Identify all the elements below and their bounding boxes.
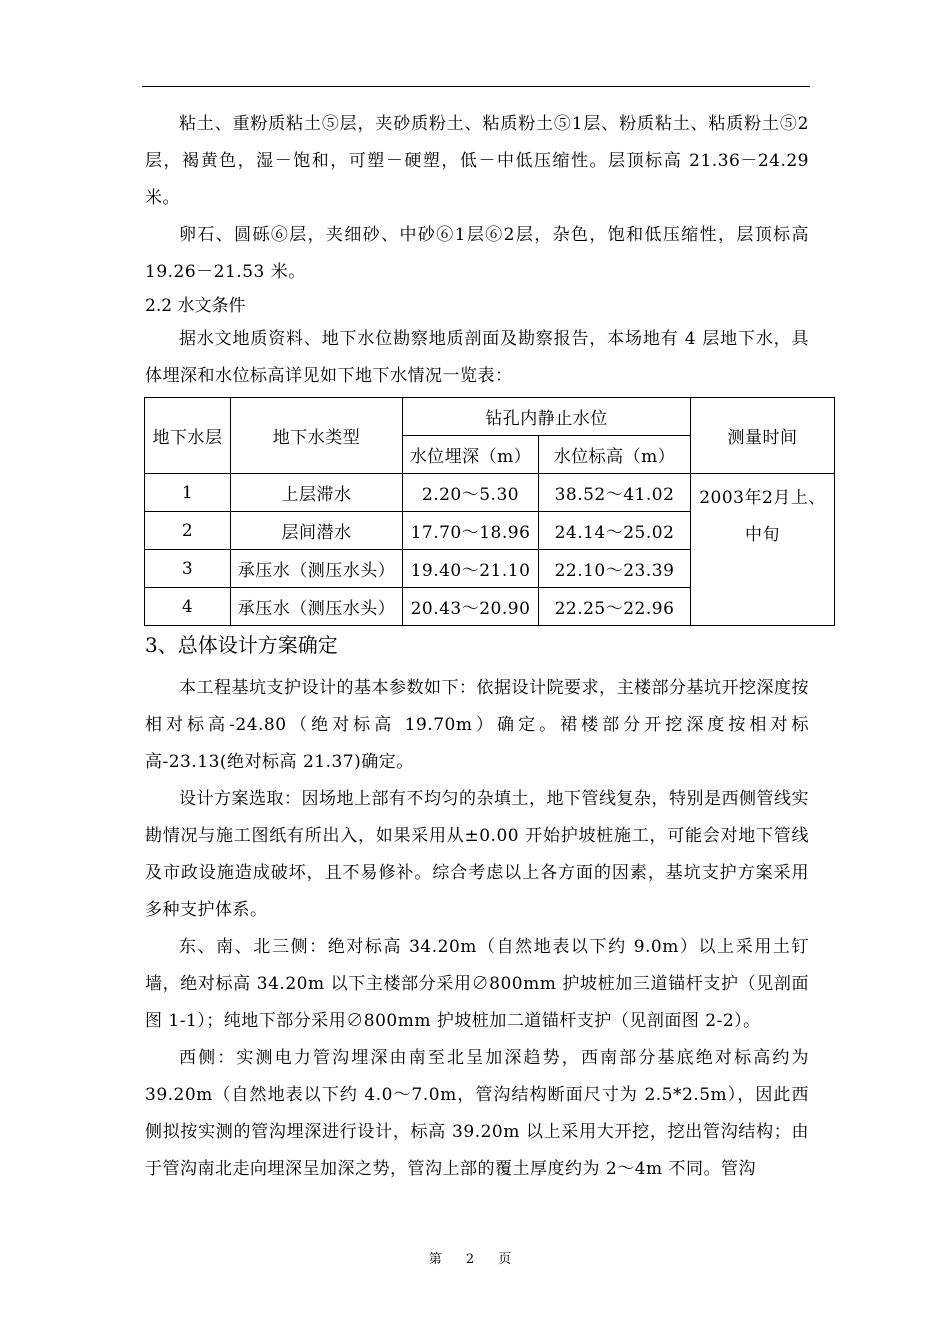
section-heading-3: 3、总体设计方案确定 (145, 633, 338, 657)
paragraph-west-side: 西侧：实测电力管沟埋深由南至北呈加深趋势，西南部分基底绝对标高约为 39.20m（自然地表以下约 4.0～7.0m，管沟结构断面尺寸为 2.5*2.5m），因此西侧拟按实测的管沟埋深进行设计，标高 39.20m 以上采用大开挖，挖出管沟结构；由于管沟南北走向埋深呈加深之势，管沟上部的覆土厚度约为 2～4m 不同。管沟 (145, 1048, 809, 1179)
paragraph-hydrology-intro: 据水文地质资料、地下水位勘察地质剖面及勘察报告，本场地有 4 层地下水，具体埋深和水位标高详见如下地下水情况一览表： (145, 329, 809, 386)
cell-elevation: 22.10～23.39 (539, 550, 691, 588)
cell-depth: 17.70～18.96 (403, 512, 539, 550)
page-number: 第 2 页 (428, 1252, 522, 1267)
header-rule (142, 86, 810, 87)
groundwater-table (144, 397, 835, 626)
cell-type: 层间潜水 (231, 512, 403, 550)
header-elevation: 水位标高（m） (539, 436, 691, 474)
cell-type: 承压水（测压水头） (231, 550, 403, 588)
cell-depth: 19.40～21.10 (403, 550, 539, 588)
cell-depth: 2.20～5.30 (403, 474, 539, 512)
paragraph-east-south-north: 东、南、北三侧：绝对标高 34.20m（自然地表以下约 9.0m）以上采用土钉墙，绝对标高 34.20m 以下主楼部分采用∅800mm 护坡桩加三道锚杆支护（见剖面图 1-1）；纯地下部分采用∅800mm 护坡桩加二道锚杆支护（见剖面图 2-2）。 (145, 937, 809, 1031)
paragraph-soil-5: 粘土、重粉质粘土⑤层，夹砂质粉土、粘质粉土⑤1层、粉质粘土、粘质粉土⑤2层，褐黄色，湿－饱和，可塑－硬塑，低－中低压缩性。层顶标高 21.36－24.29 米。 (145, 114, 809, 208)
paragraph-design-selection: 设计方案选取：因场地上部有不均匀的杂填土，地下管线复杂，特别是西侧管线实勘情况与施工图纸有所出入，如果采用从±0.00 开始护坡桩施工，可能会对地下管线及市政设施造成破坏，且不易修补。综合考虑以上各方面的因素，基坑支护方案采用多种支护体系。 (145, 789, 809, 920)
cell-time (691, 474, 835, 626)
paragraph-gravel-6: 卵石、圆砾⑥层，夹细砂、中砂⑥1层⑥2层，杂色，饱和低压缩性，层顶标高 19.26－21.53 米。 (145, 225, 809, 282)
header-static-level: 钻孔内静止水位 (403, 398, 691, 436)
section-heading-2-2: 2.2 水文条件 (145, 296, 246, 316)
paragraph-design-params: 本工程基坑支护设计的基本参数如下：依据设计院要求，主楼部分基坑开挖深度按相对标高-24.80（绝对标高 19.70m）确定。裙楼部分开挖深度按相对标高-23.13(绝对标高 21.37)确定。 (145, 678, 809, 772)
cell-layer: 2 (145, 512, 231, 550)
cell-layer: 4 (145, 588, 231, 626)
header-depth: 水位埋深（m） (403, 436, 539, 474)
cell-depth: 20.43～20.90 (403, 588, 539, 626)
header-layer: 地下水层 (145, 398, 231, 474)
cell-elevation: 22.25～22.96 (539, 588, 691, 626)
document-body (145, 106, 826, 1188)
time-line-1: 2003年2月上、 (699, 488, 826, 508)
cell-layer: 3 (145, 550, 231, 588)
cell-elevation: 38.52～41.02 (539, 474, 691, 512)
header-type: 地下水类型 (231, 398, 403, 474)
cell-layer: 1 (145, 474, 231, 512)
header-time: 测量时间 (691, 398, 835, 474)
time-line-2: 中旬 (745, 525, 780, 545)
table-row (145, 474, 835, 512)
cell-type: 上层滞水 (231, 474, 403, 512)
cell-type: 承压水（测压水头） (231, 588, 403, 626)
cell-elevation: 24.14～25.02 (539, 512, 691, 550)
